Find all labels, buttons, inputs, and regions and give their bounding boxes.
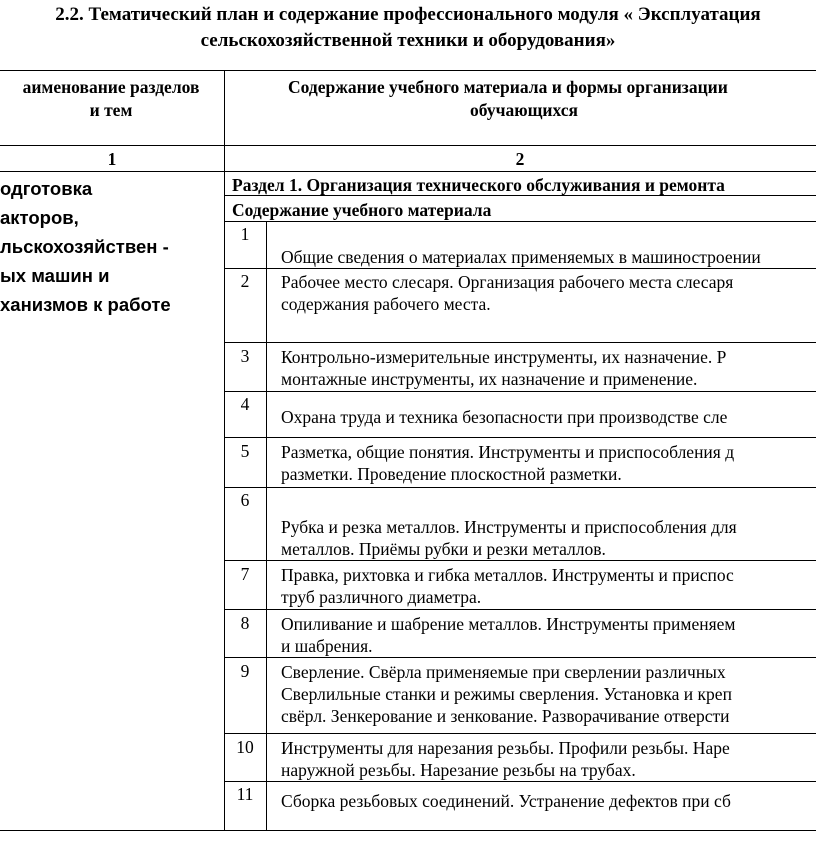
column-number-1: 1	[107, 149, 117, 169]
row-text	[281, 346, 816, 390]
header-col1-line-1: аименование разделов	[22, 77, 200, 97]
section-heading: Раздел 1. Организация технического обслуживания и ремонта	[232, 175, 725, 195]
row-text-line: Рубка и резка металлов. Инструменты и приспособления для	[281, 517, 737, 537]
row-text	[281, 564, 816, 608]
document-title-line-2: сельскохозяйственной техники и оборудования»	[200, 30, 616, 51]
row-text-line: монтажные инструменты, их назначение и применение.	[281, 369, 698, 389]
table-top-border	[0, 70, 816, 71]
row-number: 2	[240, 271, 250, 291]
row-border-4	[224, 437, 816, 438]
row-text-line: труб различного диаметра.	[281, 587, 482, 607]
row-text	[281, 661, 816, 727]
row-border-5	[224, 487, 816, 488]
row-text-line: Разметка, общие понятия. Инструменты и приспособления д	[281, 442, 735, 462]
row-text-line: наружной резьбы. Нарезание резьбы на трубах.	[281, 760, 636, 780]
row-text-line: Сверление. Свёрла применяемые при сверлении различных	[281, 662, 726, 682]
header-cell-content	[232, 76, 816, 122]
row-number: 8	[240, 613, 250, 633]
row-number: 3	[240, 346, 250, 366]
row-text	[281, 737, 816, 781]
row-border-6	[224, 560, 816, 561]
content-label-border	[224, 221, 816, 222]
section-title-line: акторов,	[0, 207, 79, 228]
row-text-line: содержания рабочего места.	[281, 294, 491, 314]
row-text-line: свёрл. Зенкерование и зенкование. Разворачивание отверсти	[281, 706, 730, 726]
row-number: 1	[240, 224, 250, 244]
row-text-line: Инструменты для нарезания резьбы. Профили резьбы. Наре	[281, 738, 730, 758]
section-title-line: ых машин и	[0, 265, 110, 286]
section-heading-border	[224, 195, 816, 196]
number-column-divider	[266, 221, 267, 830]
section-title	[0, 174, 230, 319]
row-number: 4	[240, 394, 250, 414]
row-text-line: Охрана труда и техника безопасности при производстве сле	[281, 407, 728, 427]
row-border-1	[224, 268, 816, 269]
row-border-8	[224, 657, 816, 658]
section-title-line: льскохозяйствен -	[0, 236, 169, 257]
row-text-line: Сборка резьбовых соединений. Устранение дефектов при сб	[281, 791, 731, 811]
section-title-line: одготовка	[0, 178, 93, 199]
row-border-9	[224, 733, 816, 734]
colnum-bottom-border	[0, 171, 816, 172]
row-border-10	[224, 781, 816, 782]
row-text	[281, 790, 816, 812]
row-text	[281, 246, 816, 268]
row-border-3	[224, 391, 816, 392]
header-bottom-border	[0, 145, 816, 146]
document-title	[0, 2, 816, 54]
row-number: 9	[240, 661, 250, 681]
row-border-2	[224, 342, 816, 343]
document-title-line-1: 2.2. Тематический план и содержание профессионального модуля « Эксплуатация	[55, 4, 761, 25]
table-bottom-border	[0, 830, 816, 831]
row-text	[281, 441, 816, 485]
row-text-line: Общие сведения о материалах применяемых в машиностроении	[281, 247, 761, 267]
row-number: 10	[236, 737, 254, 757]
row-text	[281, 516, 816, 560]
header-col2-line-1: Содержание учебного материала и формы организации	[288, 77, 728, 97]
row-text	[281, 271, 816, 315]
header-cell-section-names	[0, 76, 222, 122]
row-text-line: разметки. Проведение плоскостной разметки.	[281, 464, 622, 484]
row-text-line: металлов. Приёмы рубки и резки металлов.	[281, 539, 606, 559]
row-text-line: и шабрения.	[281, 636, 373, 656]
row-text-line: Опиливание и шабрение металлов. Инструменты применяем	[281, 614, 736, 634]
row-text	[281, 613, 816, 657]
row-text	[281, 406, 816, 428]
header-col1-line-2: и тем	[89, 100, 133, 120]
row-text-line: Сверлильные станки и режимы сверления. Установка и креп	[281, 684, 732, 704]
row-text-line: Правка, рихтовка и гибка металлов. Инструменты и приспос	[281, 565, 734, 585]
row-text-line: Контрольно-измерительные инструменты, их назначение. Р	[281, 347, 727, 367]
content-label: Содержание учебного материала	[232, 200, 492, 220]
section-title-line: ханизмов к работе	[0, 294, 171, 315]
row-border-7	[224, 609, 816, 610]
row-text-line: Рабочее место слесаря. Организация рабочего места слесаря	[281, 272, 734, 292]
column-number-2: 2	[515, 149, 525, 169]
row-number: 5	[240, 441, 250, 461]
row-number: 6	[240, 490, 250, 510]
row-number: 11	[236, 784, 254, 804]
row-number: 7	[240, 564, 250, 584]
header-col2-line-2: обучающихся	[470, 100, 578, 120]
